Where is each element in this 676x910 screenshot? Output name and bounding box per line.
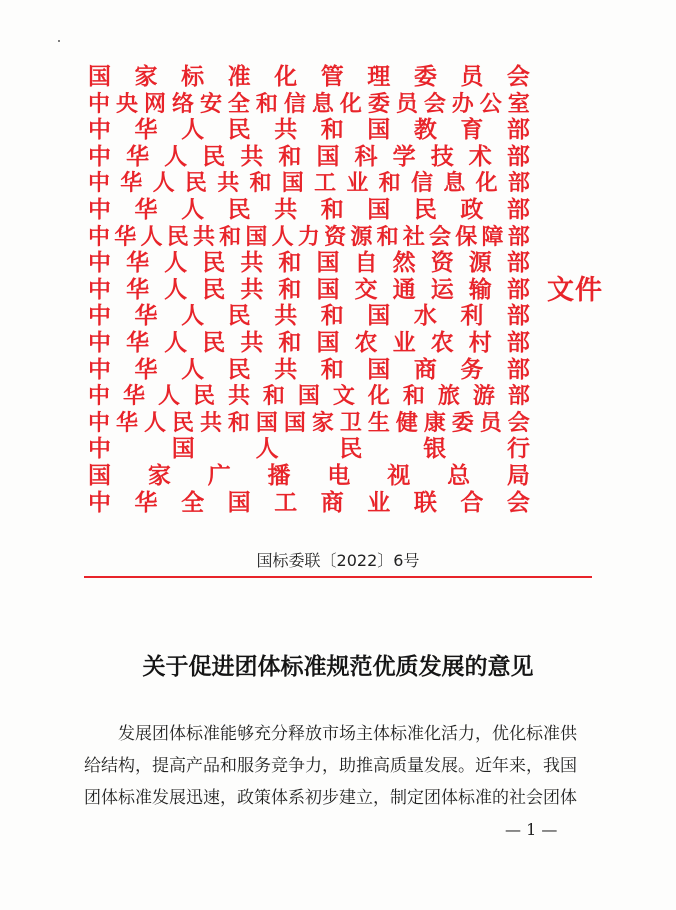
agency-name: 中 华 人 民 共 和 国 工 业 和 信 息 化 部: [88, 170, 530, 197]
agency-name: 中 华 人 民 共 和 国 自 然 资 源 部: [88, 249, 530, 277]
document-title: 关于促进团体标准规范优质发展的意见: [142, 654, 534, 680]
agency-name: 中 华 人 民 共 和 国 水 利 部: [88, 302, 530, 330]
body-line: 发展团体标准能够充分释放市场主体标准化活力，优化标准供: [118, 724, 577, 744]
agency-name: 国 家 标 准 化 管 理 委 员 会: [88, 63, 530, 90]
red-separator-line: [84, 576, 592, 578]
agency-name: 中 国 人 民 银 行: [88, 435, 530, 463]
document-number: 国标委联〔2022〕6号: [256, 551, 420, 570]
agency-name: 中 华 人 民 共 和 国 文 化 和 旅 游 部: [88, 383, 530, 410]
issuing-agencies-list: [88, 64, 530, 516]
body-line: 给结构，提高产品和服务竞争力，助推高质量发展。近年来，我国: [84, 756, 577, 776]
page-number: — 1 —: [505, 820, 558, 839]
agency-name: 国 家 广 播 电 视 总 局: [88, 461, 530, 489]
agency-name: 中 华 人 民 共 和 国 教 育 部: [88, 116, 530, 144]
agency-name: 中 华 人 民 共 和 国 人 力 资 源 和 社 会 保 障 部: [88, 223, 530, 250]
agency-name: 中 华 人 民 共 和 国 交 通 运 输 部: [88, 275, 530, 303]
agency-name: 中 华 人 民 共 和 国 农 业 农 村 部: [88, 328, 530, 356]
agency-name: 中 华 人 民 共 和 国 民 政 部: [88, 195, 530, 223]
agency-name: 中 央 网 络 安 全 和 信 息 化 委 员 会 办 公 室: [88, 90, 530, 117]
scan-speck: [58, 40, 60, 42]
document-suffix: 文件: [547, 275, 603, 306]
agency-name: 中 华 全 国 工 商 业 联 合 会: [88, 488, 530, 516]
agency-name: 中 华 人 民 共 和 国 国 家 卫 生 健 康 委 员 会: [88, 409, 530, 436]
agency-name: 中 华 人 民 共 和 国 商 务 部: [88, 355, 530, 383]
body-line: 团体标准发展迅速，政策体系初步建立，制定团体标准的社会团体: [84, 788, 577, 808]
agency-name: 中 华 人 民 共 和 国 科 学 技 术 部: [88, 142, 530, 170]
body-text: [84, 718, 592, 814]
